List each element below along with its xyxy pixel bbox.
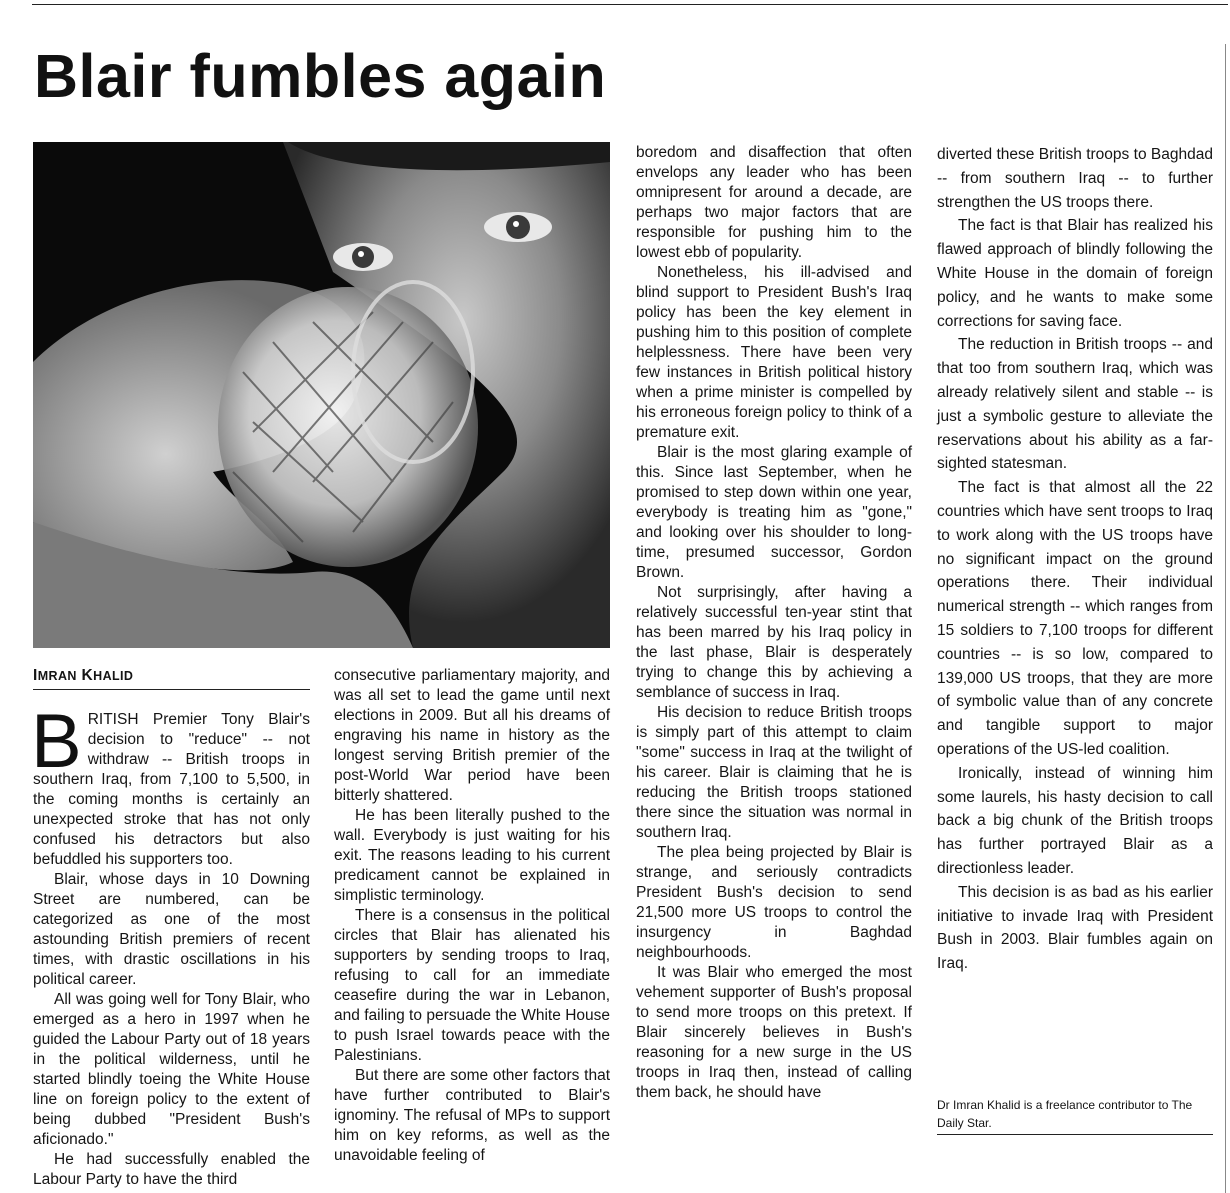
article-paragraph: All was going well for Tony Blair, who emerged as a hero in 1997 when he guided the Labour Party out of 18 years in the political wilderness, until he started blindly toeing the White House line on foreign policy to the extent of being dubbed "President Bush's aficionado." bbox=[33, 991, 310, 1148]
article-paragraph: Nonetheless, his ill-advised and blind support to President Bush's Iraq policy has been the key element in pushing him to this position of complete helplessness. There have been very few instances in British political history when a prime minister is compelled by his erroneous foreign policy to think of a premature exit. bbox=[636, 264, 912, 441]
article-paragraph: There is a consensus in the political circles that Blair has alienated his supporters by sending troops to Iraq, refusing to call for an immediate ceasefire during the war in Lebanon, and failing to persuade the White House to push Israel towards peace with the Palestinians. bbox=[334, 907, 610, 1064]
article-paragraph: BRITISH Premier Tony Blair's decision to "reduce" -- not withdraw -- British troops in southern Iraq, from 7,100 to 5,500, in the coming months is certainly an unexpected stroke that has not only confused his detractors but also befuddled his supporters too. bbox=[31, 699, 310, 868]
article-paragraph: Ironically, instead of winning him some laurels, his hasty decision to call back a big chunk of the British troops has further portrayed Blair as a directionless leader. bbox=[937, 764, 1213, 877]
article-column-1 bbox=[31, 699, 310, 1190]
byline: IMRAN KHALID bbox=[33, 667, 310, 690]
author-credit: Dr Imran Khalid is a freelance contributor to The Daily Star. bbox=[937, 1096, 1213, 1135]
article-paragraph: He had successfully enabled the Labour Party to have the third bbox=[33, 1151, 310, 1188]
article-paragraph: But there are some other factors that have further contributed to Blair's ignominy. The refusal of MPs to support him on key reforms, as well as the unavoidable feeling of bbox=[334, 1067, 610, 1164]
article-paragraph: The fact is that Blair has realized his flawed approach of blindly following the White House in the domain of foreign policy, and he wants to make some corrections for saving face. bbox=[937, 217, 1213, 330]
article-column-3 bbox=[636, 143, 912, 1103]
article-paragraph: His decision to reduce British troops is simply part of this attempt to claim "some" success in Iraq at the twilight of his career. Blair is claiming that he is reducing the British troops stationed there since the situation was normal in southern Iraq. bbox=[636, 704, 912, 841]
right-column-rule bbox=[1225, 44, 1226, 1193]
article-paragraph: Blair, whose days in 10 Downing Street are numbered, can be categorized as one of the most astounding British premiers of recent times, with drastic oscillations in his political career. bbox=[33, 871, 310, 988]
article-paragraph: Blair is the most glaring example of this. Since last September, when he promised to step down within one year, everybody is treating him as "gone," and looking over his shoulder to long-time, presumed successor, Gordon Brown. bbox=[636, 444, 912, 581]
article-paragraph: This decision is as bad as his earlier initiative to invade Iraq with President Bush in 2003. Blair fumbles again on Iraq. bbox=[937, 883, 1213, 973]
article-paragraph: He has been literally pushed to the wall. Everybody is just waiting for his exit. The reasons leading to his current predicament cannot be explained in simplistic terminology. bbox=[334, 807, 610, 904]
headline: Blair fumbles again bbox=[34, 42, 607, 110]
article-photo bbox=[33, 142, 610, 648]
article-paragraph: The fact is that almost all the 22 countries which have sent troops to Iraq to work along with the US troops have no significant impact on the ground operations there. Their individual numerical strength -- which ranges from 15 soldiers to 7,100 troops for different countries -- is so low, compared to 139,000 US troops, that they are more of symbolic value than of any concrete and tangible support to major operations of the US-led coalition. bbox=[937, 479, 1213, 758]
article-paragraph: The reduction in British troops -- and that too from southern Iraq, which was already relatively silent and stable -- is just a symbolic gesture to alleviate the reservations about his ability as a far-sighted statesman. bbox=[937, 336, 1213, 473]
article-paragraph: diverted these British troops to Baghdad -- from southern Iraq -- to further strengthen the US troops there. bbox=[937, 146, 1213, 211]
drop-cap: B bbox=[31, 699, 82, 784]
article-column-2 bbox=[334, 666, 610, 1166]
article-paragraph: The plea being projected by Blair is strange, and seriously contradicts President Bush's decision to send 21,500 more US troops to control the insurgency in Baghdad neighbourhoods. bbox=[636, 844, 912, 961]
article-column-4 bbox=[937, 143, 1213, 976]
article-paragraph: Not surprisingly, after having a relatively successful ten-year stint that has been marred by his Iraq policy in the last phase, Blair is desperately trying to change this by achieving a semblance of success in Iraq. bbox=[636, 584, 912, 701]
article-paragraph: boredom and disaffection that often envelops any leader who has been omnipresent for around a decade, are perhaps two major factors that are responsible for pushing him to the lowest ebb of popularity. bbox=[636, 144, 912, 261]
article-paragraph: consecutive parliamentary majority, and was all set to lead the game until next elections in 2009. But all his dreams of engraving his name in history as the longest serving British premier of the post-World War period have been bitterly shattered. bbox=[334, 667, 610, 804]
article-paragraph: It was Blair who emerged the most vehement supporter of Bush's proposal to send more troops on this pretext. If Blair sincerely believes in Bush's reasoning for a new surge in the US troops in Iraq then, instead of calling them back, he should have bbox=[636, 964, 912, 1101]
top-rule bbox=[32, 4, 1228, 5]
